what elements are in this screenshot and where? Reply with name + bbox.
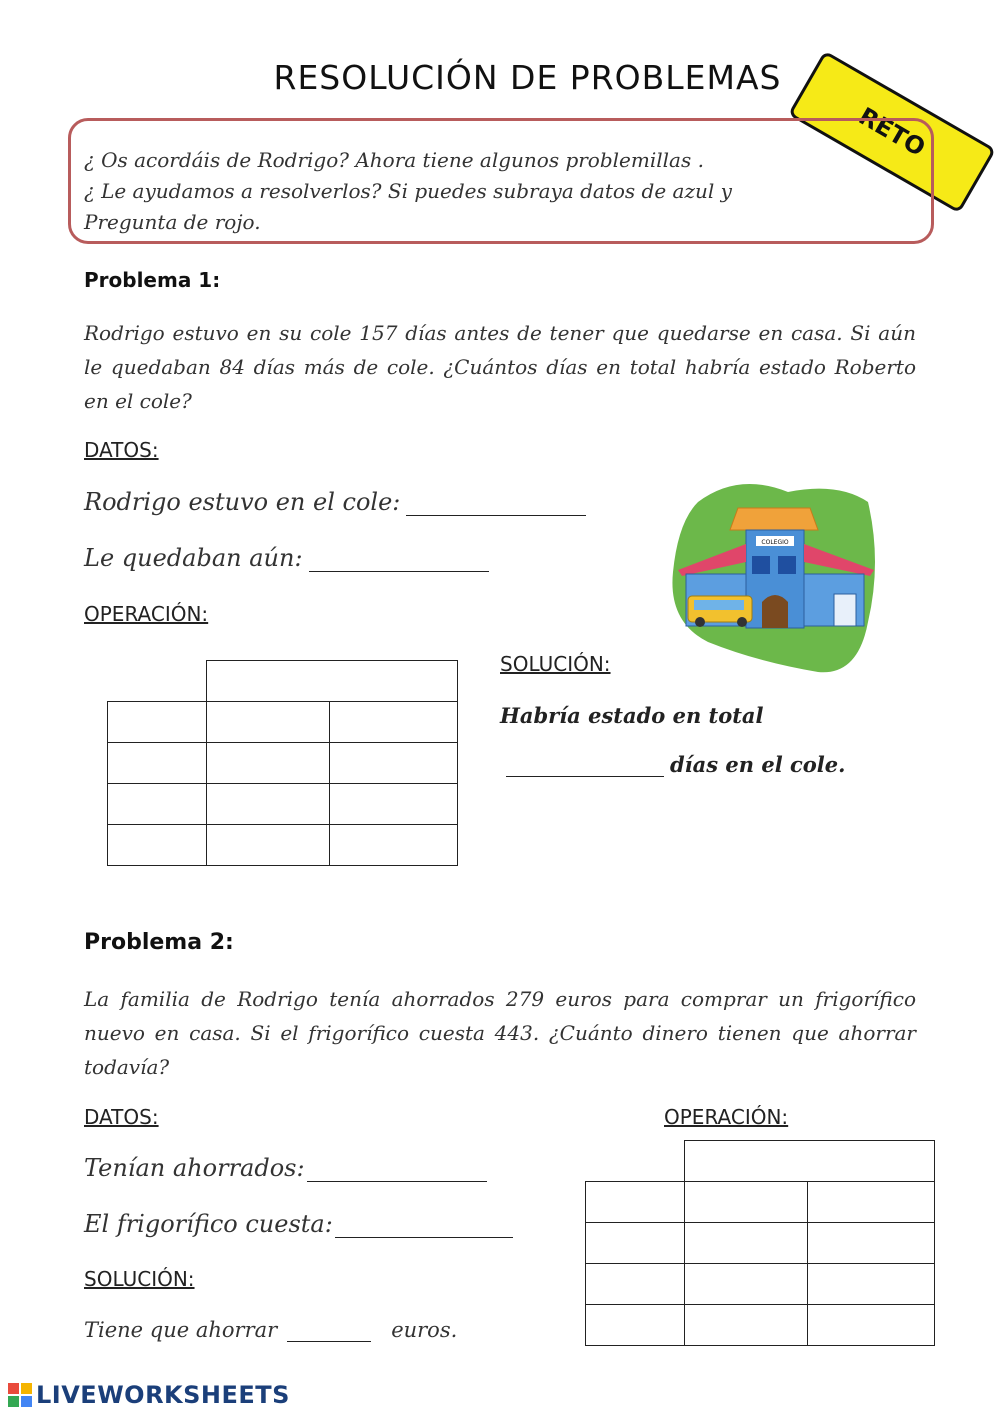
problem-1-dato-1-label: Rodrigo estuvo en el cole: bbox=[84, 488, 401, 516]
grid-cell[interactable] bbox=[206, 743, 329, 784]
grid-cell[interactable] bbox=[206, 784, 329, 825]
problem-2-solucion-line bbox=[84, 1318, 457, 1342]
school-image bbox=[668, 472, 882, 676]
problem-1-solucion-blank[interactable] bbox=[506, 756, 664, 777]
problem-1-dato-2-label: Le quedaban aún: bbox=[84, 544, 303, 572]
logo-blocks-icon bbox=[8, 1383, 32, 1407]
grid-cell[interactable] bbox=[586, 1182, 685, 1223]
grid-cell[interactable] bbox=[108, 784, 207, 825]
grid-cell[interactable] bbox=[329, 743, 458, 784]
problem-1-dato-2 bbox=[84, 544, 489, 572]
page-title: RESOLUCIÓN DE PROBLEMAS bbox=[273, 58, 782, 97]
liveworksheets-logo-icon bbox=[8, 1383, 32, 1407]
problem-2-dato-2 bbox=[84, 1210, 513, 1238]
problem-2-datos-label: DATOS: bbox=[84, 1105, 159, 1129]
problem-1-solucion-line-2 bbox=[506, 752, 845, 777]
problem-2-dato-1-label: Tenían ahorrados: bbox=[84, 1154, 305, 1182]
footer-brand[interactable]: LIVEWORKSHEETS bbox=[36, 1381, 290, 1409]
problem-1-operacion-label: OPERACIÓN: bbox=[84, 602, 209, 626]
problem-2-heading: Problema 2: bbox=[84, 930, 234, 955]
problem-1-text: Rodrigo estuvo en su cole 157 días antes de tener que quedarse en casa. Si aún le quedaban 84 días más de cole. ¿Cuántos días en total habría estado Roberto en el cole? bbox=[84, 321, 916, 413]
grid-cell[interactable] bbox=[807, 1264, 935, 1305]
grid-cell[interactable] bbox=[684, 1305, 807, 1346]
problem-2-solucion-label: SOLUCIÓN: bbox=[84, 1267, 195, 1291]
grid-cell[interactable] bbox=[329, 702, 458, 743]
grid-cell[interactable] bbox=[684, 1223, 807, 1264]
problem-1-heading: Problema 1: bbox=[84, 268, 221, 292]
problem-2-solucion-blank[interactable] bbox=[287, 1321, 371, 1342]
grid-cell-header[interactable] bbox=[684, 1141, 935, 1182]
problem-1-datos-label: DATOS: bbox=[84, 438, 159, 462]
grid-cell[interactable] bbox=[684, 1182, 807, 1223]
problem-1-dato-1 bbox=[84, 488, 586, 516]
grid-cell[interactable] bbox=[684, 1264, 807, 1305]
problem-2-dato-1-blank[interactable] bbox=[307, 1161, 487, 1182]
problem-2-text: La familia de Rodrigo tenía ahorrados 279 euros para comprar un frigorífico nuevo en casa. Si el frigorífico cuesta 443. ¿Cuánto dinero tienen que ahorrar todavía? bbox=[84, 987, 916, 1079]
grid-cell[interactable] bbox=[206, 702, 329, 743]
grid-cell[interactable] bbox=[586, 1264, 685, 1305]
problem-2-dato-2-label: El frigorífico cuesta: bbox=[84, 1210, 333, 1238]
grid-cell[interactable] bbox=[108, 702, 207, 743]
problem-2-dato-2-blank[interactable] bbox=[335, 1217, 513, 1238]
problem-2-solucion-prefix: Tiene que ahorrar bbox=[84, 1318, 278, 1342]
problem-1-solucion-line-1: Habría estado en total bbox=[500, 703, 764, 728]
problem-1-solucion-suffix: días en el cole. bbox=[670, 752, 846, 777]
grid-cell[interactable] bbox=[586, 1223, 685, 1264]
grid-cell[interactable] bbox=[807, 1223, 935, 1264]
grid-cell bbox=[108, 661, 207, 702]
problem-2-operacion-label: OPERACIÓN: bbox=[664, 1105, 789, 1129]
problem-1-dato-1-blank[interactable] bbox=[406, 495, 586, 516]
grid-cell[interactable] bbox=[807, 1305, 935, 1346]
problem-2-solucion-suffix: euros. bbox=[391, 1318, 458, 1342]
problem-1-solucion-label: SOLUCIÓN: bbox=[500, 652, 611, 676]
problem-1-operation-grid bbox=[107, 660, 458, 866]
grid-cell[interactable] bbox=[586, 1305, 685, 1346]
reto-badge-label: RETO bbox=[853, 101, 931, 163]
problem-1-dato-2-blank[interactable] bbox=[309, 551, 489, 572]
intro-line-1: ¿ Os acordáis de Rodrigo? Ahora tiene algunos problemillas . bbox=[84, 148, 704, 172]
intro-line-2: ¿ Le ayudamos a resolverlos? Si puedes subraya datos de azul y bbox=[84, 179, 732, 203]
intro-line-3: Pregunta de rojo. bbox=[84, 210, 261, 234]
school-sign: COLEGIO bbox=[761, 539, 789, 546]
grid-cell[interactable] bbox=[329, 825, 458, 866]
grid-cell[interactable] bbox=[108, 743, 207, 784]
grid-cell[interactable] bbox=[329, 784, 458, 825]
problem-2-dato-1 bbox=[84, 1154, 487, 1182]
grid-cell-header[interactable] bbox=[206, 661, 458, 702]
grid-cell[interactable] bbox=[206, 825, 329, 866]
grid-cell bbox=[586, 1141, 685, 1182]
grid-cell[interactable] bbox=[807, 1182, 935, 1223]
problem-2-operation-grid bbox=[585, 1140, 935, 1346]
intro-text bbox=[84, 145, 864, 238]
grid-cell[interactable] bbox=[108, 825, 207, 866]
school-illustration bbox=[668, 472, 882, 676]
